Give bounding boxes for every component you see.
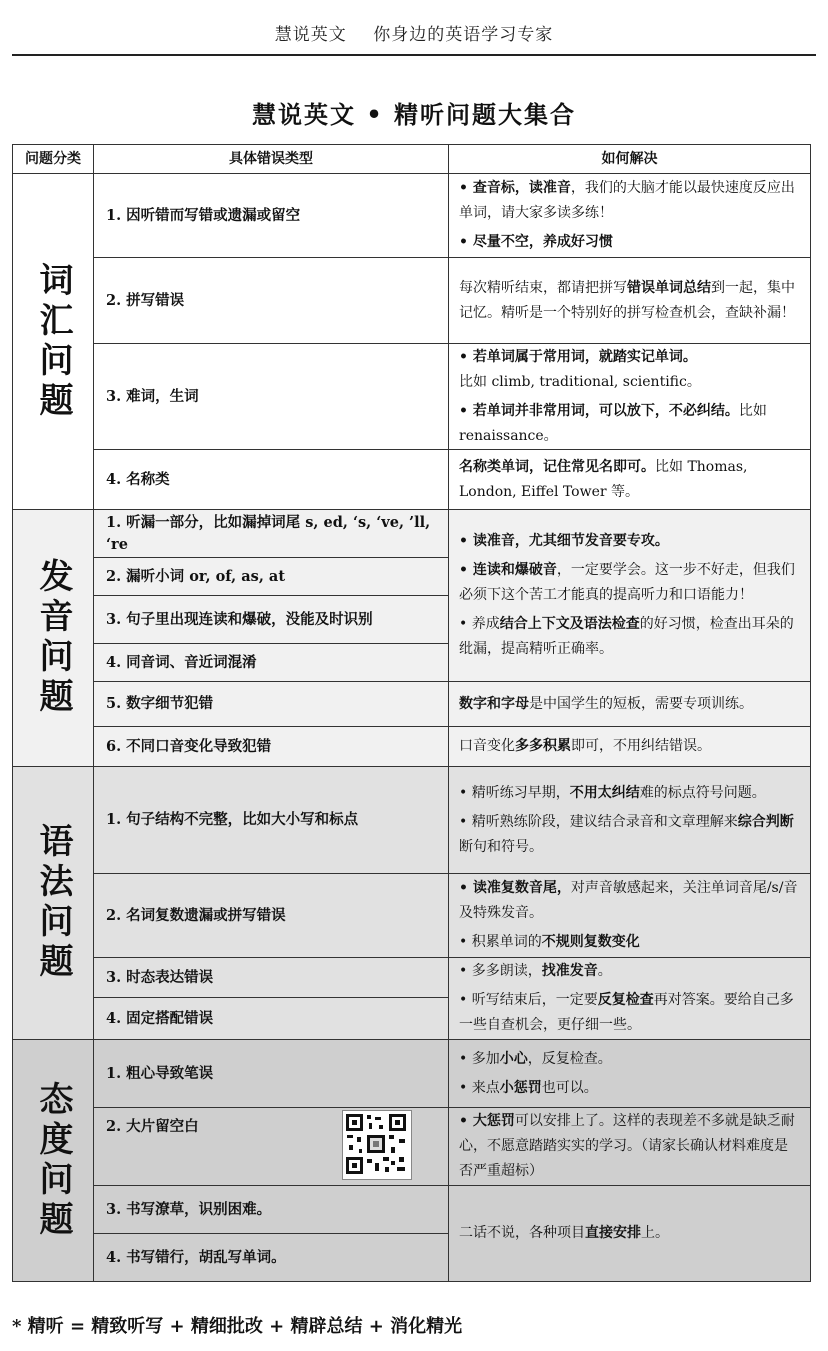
error-row: 3. 时态表达错误 [93, 957, 449, 998]
group-attitude: 态度问题 [12, 1039, 94, 1282]
error-row: 3. 难词，生词 [93, 343, 449, 450]
footer-note: * 精听 = 精致听写 + 精细批改 + 精辟总结 + 消化精光 [12, 1316, 463, 1337]
page-header [0, 20, 828, 50]
solution-cell: • 多加小心，反复检查。 • 来点小惩罚也可以。 [448, 1039, 811, 1108]
header-slogan: 你身边的英语学习专家 [373, 25, 554, 45]
solution-cell: • 读准复数音尾，对声音敏感起来，关注单词音尾/s/音及特殊发音。 • 积累单词的不规则复数变化 [448, 873, 811, 958]
error-row: 1. 因听错而写错或遗漏或留空 [93, 173, 449, 258]
error-row: 4. 书写错行，胡乱写单词。 [93, 1233, 449, 1282]
error-row: 2. 名词复数遗漏或拼写错误 [93, 873, 449, 958]
error-row: 2. 大片留空白 [93, 1107, 449, 1186]
error-row: 2. 漏听小词 or, of, as, at [93, 557, 449, 596]
solution-cell: • 查音标，读准音，我们的大脑才能以最快速度反应出单词，请大家多读多练！ • 尽量不空，养成好习惯 [448, 173, 811, 258]
error-row: 4. 名称类 [93, 449, 449, 510]
solution-cell: 名称类单词，记住常见名即可。比如 Thomas, London, Eiffel Tower 等。 [448, 449, 811, 510]
solution-cell: 口音变化多多积累即可，不用纠结错误。 [448, 726, 811, 767]
error-row: 5. 数字细节犯错 [93, 681, 449, 727]
error-row: 1. 句子结构不完整，比如大小写和标点 [93, 766, 449, 874]
col-header-error-type: 具体错误类型 [93, 144, 449, 174]
error-row: 2. 拼写错误 [93, 257, 449, 344]
group-grammar: 语法问题 [12, 766, 94, 1040]
qr-code-icon [343, 1111, 409, 1177]
solution-cell: • 若单词属于常用词，就踏实记单词。 比如 climb, traditional, scientific。 • 若单词并非常用词，可以放下，不必纠结。比如 renaissance。 [448, 343, 811, 450]
error-row: 1. 听漏一部分，比如漏掉词尾 s, ed, ‘s, ‘ve, ’ll, ‘re [93, 509, 449, 558]
error-row: 4. 固定搭配错误 [93, 997, 449, 1040]
solution-cell: 每次精听结束，都请把拼写错误单词总结到一起，集中记忆。精听是一个特别好的拼写检查机会，查缺补漏！ [448, 257, 811, 344]
solution-cell: • 多多朗读，找准发音。 • 听写结束后，一定要反复检查再对答案。要给自己多一些自查机会，更仔细一些。 [448, 957, 811, 1040]
header-brand: 慧说英文 [274, 25, 347, 45]
solution-cell: • 大惩罚可以安排上了。这样的表现差不多就是缺乏耐心，不愿意踏踏实实的学习。（请家长确认材料难度是否严重超标） [448, 1107, 811, 1186]
group-vocab: 词汇问题 [12, 173, 94, 510]
group-pronunciation: 发音问题 [12, 509, 94, 767]
solution-cell: • 读准音，尤其细节发音要专攻。 • 连读和爆破音，一定要学会。这一步不好走，但我们必须下这个苦工才能真的提高听力和口语能力！ • 养成结合上下文及语法检查的好习惯，检查出耳朵的纰漏，提高精听正确率。 [448, 509, 811, 682]
error-row: 4. 同音词、音近词混淆 [93, 643, 449, 682]
error-row: 6. 不同口音变化导致犯错 [93, 726, 449, 767]
solution-cell: 二话不说，各种项目直接安排上。 [448, 1185, 811, 1282]
col-header-category: 问题分类 [12, 144, 94, 174]
solution-cell: 数字和字母是中国学生的短板，需要专项训练。 [448, 681, 811, 727]
solution-cell: • 精听练习早期，不用太纠结难的标点符号问题。 • 精听熟练阶段，建议结合录音和文章理解来综合判断断句和符号。 [448, 766, 811, 874]
qr-code-image[interactable] [342, 1110, 412, 1180]
col-header-solution: 如何解决 [448, 144, 811, 174]
page-title: 慧说英文 • 精听问题大集合 [251, 100, 577, 129]
error-row: 3. 句子里出现连读和爆破，没能及时识别 [93, 595, 449, 644]
error-row: 3. 书写潦草，识别困难。 [93, 1185, 449, 1234]
header-divider [12, 54, 816, 56]
error-row: 1. 粗心导致笔误 [93, 1039, 449, 1108]
